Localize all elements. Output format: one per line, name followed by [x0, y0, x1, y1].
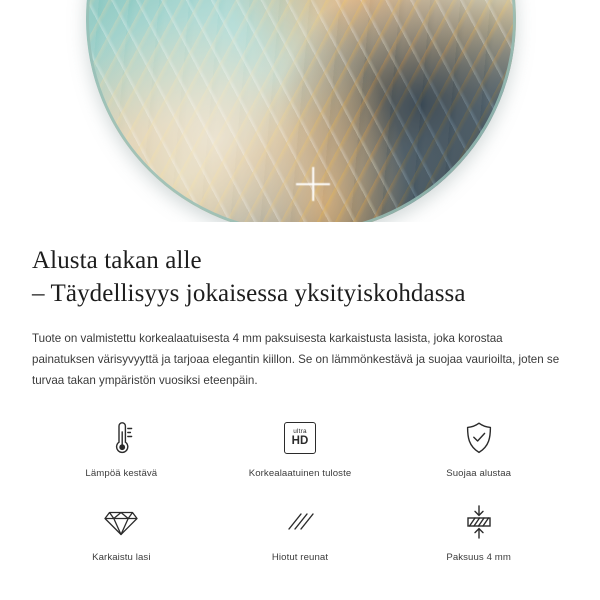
- feature-item-protects-surface: [389, 417, 568, 479]
- headline-line-2: – Täydellisyys jokaisessa yksityiskohdassa: [32, 280, 466, 307]
- feature-label: Hiotut reunat: [271, 552, 329, 563]
- shield-check-icon: [462, 417, 496, 459]
- thickness-arrows-icon: [461, 501, 497, 543]
- polished-edges-icon: [283, 501, 317, 543]
- feature-label: Korkealaatuinen tuloste: [248, 468, 352, 479]
- round-glass-print-image: [86, 0, 516, 222]
- feature-label: Paksuus 4 mm: [446, 552, 511, 563]
- feature-item-high-quality-print: [211, 417, 390, 479]
- ultra-hd-top-text: ultra: [293, 427, 307, 435]
- feature-label: Karkaistu lasi: [92, 552, 151, 563]
- thermometer-icon: [104, 417, 138, 459]
- feature-item-heat-resistant: [32, 417, 211, 479]
- feature-grid: [32, 417, 568, 563]
- feature-item-tempered-glass: [32, 501, 211, 563]
- ultra-hd-icon: [284, 417, 316, 459]
- description-paragraph: Tuote on valmistettu korkealaatuisesta 4 mm paksuisesta karkaistusta lasista, joka korostaa painatuksen värisyvyyttä ja tarjoaa elegantin kiillon. Se on lämmönkestävä ja suojaa vaurioilta, joten se turvaa takan ympäristön vuosiksi eteenpäin.: [32, 332, 560, 387]
- diamond-icon: [102, 501, 140, 543]
- feature-label: Lämpöä kestävä: [85, 468, 158, 479]
- ultra-hd-bottom-text: HD: [291, 434, 309, 447]
- feature-item-thickness: [389, 501, 568, 563]
- page-title: [32, 244, 568, 310]
- headline-line-1: Alusta takan alle: [32, 247, 202, 274]
- feature-label: Suojaa alustaa: [446, 468, 512, 479]
- content-area: [0, 244, 600, 563]
- hero-image: [0, 0, 600, 222]
- feature-item-polished-edges: [211, 501, 390, 563]
